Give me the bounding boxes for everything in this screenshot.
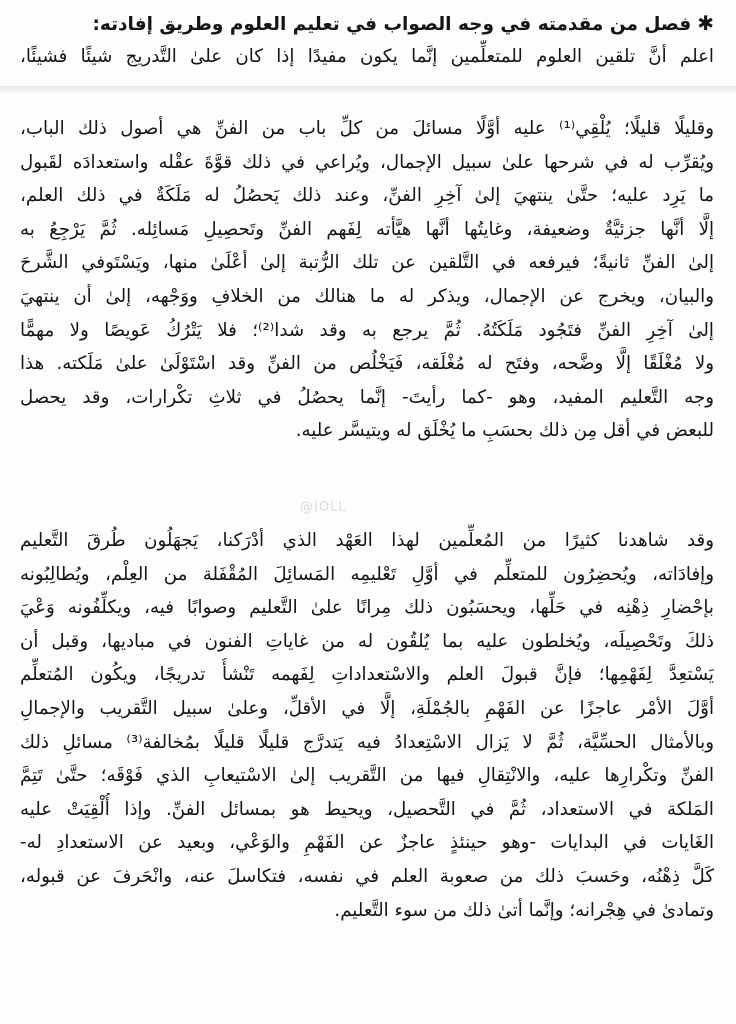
paragraph-2-line: وبالأمثال الحسِّيَّة، ثُمَّ لا يَزال الاسْتِعدادُ فيه يَتدرَّج قليلًا قليلًا بمُخالفة⁽³⁾ مسائلِ ذلك [20,731,714,753]
section-heading [20,8,714,40]
paragraph-2-line: الفنِّ وتكْرارِها عليه، والانْتِقالِ فيها من التَّقريب إلىٰ الاسْتيعابِ الذي فَوْقَه؛ حتَّىٰ تَتِمَّ [20,765,714,787]
intro-line: اعلم أنَّ تلقين العلوم للمتعلِّمين إنَّما يكون مفيدًا إذا كان علىٰ التَّدريج شيئًا فشيئًا، [20,46,714,67]
paragraph-2-line: وإفادَاته، ويُحضِرُون للمتعلِّم في أوَّلِ تَعْليمِه المَسائِلَ المُقْفَلة من العِلْم، ويُطالِبُونه [20,563,714,585]
paragraph-2-line: أوَّلَ الأمْر عاجزًا عن الفَهْمِ بالجُمْلَةِ، إلَّا في الأقلِّ، وعلىٰ سبيل التَّقريب والإجمالِ [20,697,714,719]
intro-text [20,40,714,74]
paragraph-2-line: وقد شاهدنا كثيرًا من المُعلِّمين لهذا العَهْد الذي أدْرَكنا، يَجهَلُون طُرقَ التَّعليم [20,530,714,551]
paragraph-1-line: ولا مُغْلَقًا إلَّا وضَّحه، وفتَح له مُغْلَقه، فَيَخْلُص من الفنِّ وقد اسْتَوْلَىٰ علىٰ مَلَكته. هذا [20,353,714,375]
paragraph-2-line: ذلكَ وتَحْصِيلَه، ويُخلطون عليه بما يُلقُون له من غاياتِ الفنون في مباديها، وقبل أن [20,630,714,652]
paragraph-2-line: وتمادىٰ في هِجْرانه؛ وإنَّما أتىٰ ذلك من سوء التَّعليم. [334,899,714,921]
paragraph-1-line: للبعض في أقل مِن ذلك بحسَبِ ما يُخْلَق له ويتيسَّر عليه. [295,420,714,442]
paragraph-1-line: وجه التَّعليم المفيد، وهو -كما رأيتَ- إنَّما يحصُلُ في ثلاثِ تكْرارات، وقد يحصل [20,386,714,408]
paragraph-1-line: والبيان، ويخرج عن الإجمال، ويذكر له ما هنالك من الخلافِ ووَجْهه، إلىٰ أن ينتهيَ [20,285,714,307]
paragraph-1-line: ما يَرِد عليه؛ حتَّىٰ ينتهيَ إلىٰ آخِرِ الفنِّ، وعند ذلك يَحصُلُ له مَلَكَةٌ في ذلك العلم، [20,185,714,207]
paragraph-1-line: إلىٰ الفنِّ ثانيةً؛ فيرفعه في التَّلقين عن تلك الرُّتبة إلىٰ أعْلَىٰ منها، ويَسْتَوفي الشَّرحَ [20,252,714,274]
paragraph-1-line: إلَّا أنَّها جزئيَّةٌ وضعيفة، وغايتُها أنَّها هيَّأته لِفَهم الفنِّ وتَحصِيلِ مَسائِله. ثُمَّ يَرْجِعُ به [20,218,714,240]
paragraph-2 [20,524,714,927]
paragraph-1-line: إلىٰ آخِرِ الفنِّ فتَجُود مَلَكَتُهُ. ثُمَّ يرجع به وقد شدا⁽²⁾؛ فلا يَتْرُكُ عَويصًا ولا مهمًّا [20,319,714,341]
page-fold-shadow [0,86,736,94]
watermark: @IOLL [300,500,347,515]
paragraph-1-line: وقليلًا قليلًا؛ يُلْقِي⁽¹⁾ عليه أوَّلًا مسائلَ من كلِّ باب من الفنِّ هي أصول ذلك الباب، [20,118,714,139]
paragraph-1 [20,112,714,448]
paragraph-2-line: بإحْضارِ ذِهْنِه في حَلِّها، ويحسَبُون ذلك مِرانًا علىٰ التَّعليم وصوابًا فيه، ويكلِّفُونه وَعْيَ [20,597,714,619]
paragraph-2-line: يَسْتعِدَّ لِفَهْمِها؛ فإنَّ قبولَ العلم والاسْتعداداتِ لِفَهمه تَنْشأُ تدريجًا، ويكُون المُتعلِّم [20,664,714,686]
paragraph-2-line: الغَايات في البدايات -وهو حينئذٍ عاجزٌ عن الفَهْمِ والوَعْي، وبعيد عن الاستعدادِ له- [20,832,714,854]
paragraph-2-line: المَلكة في الاستعداد، ثُمَّ في التَّحصيل، ويحيط هو بمسائل الفنِّ. وإذا أُلْقِيَتْ عليه [20,798,714,820]
paragraph-1-line: ويُقرِّب له في شرحها علىٰ سبيل الإجمال، ويُراعي في ذلك قوَّةَ عقْله واستعدادَه لقَبول [20,151,714,173]
section-heading-text: فصل من مقدمته في وجه الصواب في تعليم العلوم وطريق إفادته: [92,14,692,35]
asterisk-icon: ✱ [697,11,714,35]
paragraph-2-line: كَلَّ ذِهْنُه، وحَسبَ ذلك من صعوبة العلم في نفسه، فتكاسلَ عنه، وانْحَرفَ عن قبوله، [20,865,714,887]
